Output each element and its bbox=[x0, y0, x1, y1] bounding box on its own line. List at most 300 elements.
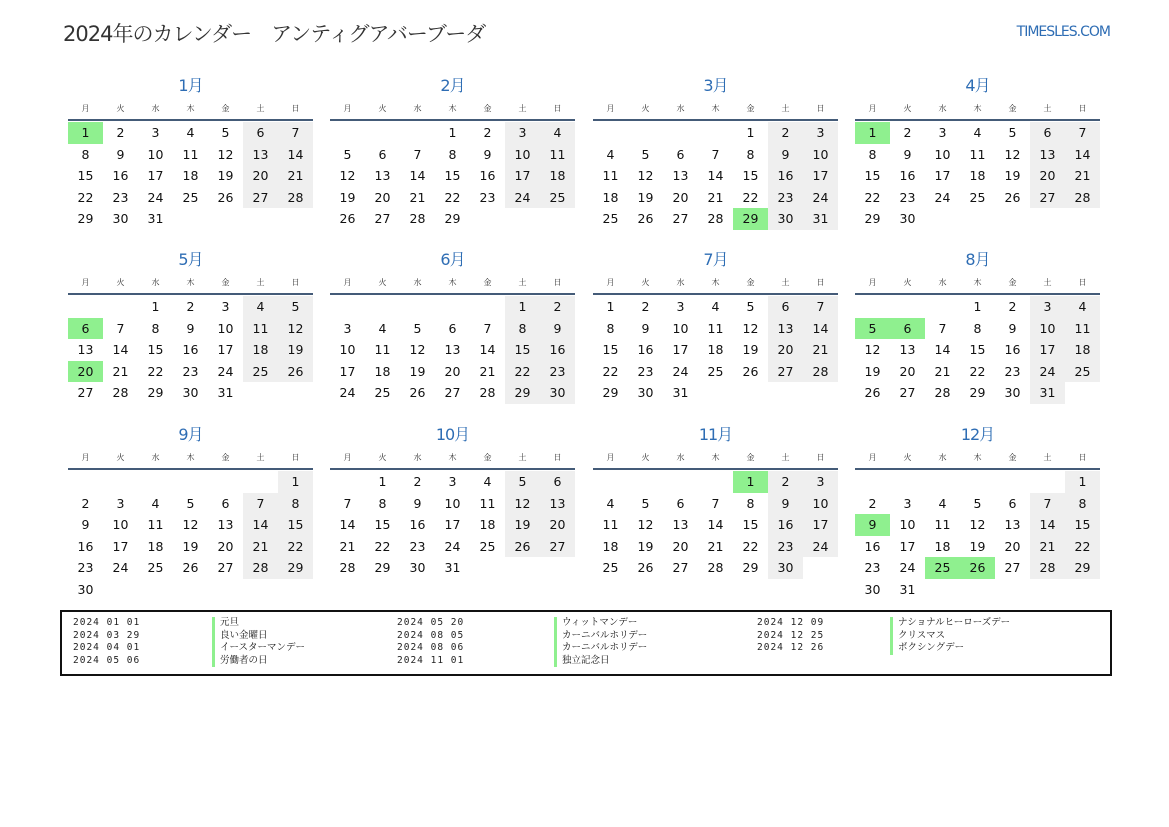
day-cell: 5 bbox=[343, 146, 352, 162]
weekday-label: 月 bbox=[343, 278, 352, 287]
weekday-label: 月 bbox=[606, 453, 615, 462]
day-cell: 9 bbox=[903, 146, 912, 162]
day-cell: 13 bbox=[768, 318, 803, 340]
day-cell: 28 bbox=[934, 385, 951, 401]
weekday-label: 金 bbox=[1008, 278, 1017, 287]
day-cell: 10 bbox=[899, 517, 916, 533]
day-cell: 13 bbox=[672, 168, 689, 184]
day-cell: 19 bbox=[505, 514, 540, 536]
day-cell: 6 bbox=[448, 320, 457, 336]
day-cell: 9 bbox=[186, 320, 195, 336]
empty-cell bbox=[890, 296, 925, 318]
month-calendar bbox=[330, 423, 575, 579]
holiday-list bbox=[60, 610, 1112, 676]
weekday-label: 水 bbox=[676, 278, 685, 287]
day-cell: 15 bbox=[1065, 514, 1100, 536]
day-cell: 7 bbox=[711, 495, 720, 511]
day-cell: 26 bbox=[409, 385, 426, 401]
holiday-day-cell: 1 bbox=[733, 471, 768, 493]
day-cell: 23 bbox=[112, 189, 129, 205]
weekday-label: 火 bbox=[903, 278, 912, 287]
day-cell: 2 bbox=[186, 299, 195, 314]
empty-cell bbox=[68, 296, 103, 318]
month-title: 7月 bbox=[703, 250, 728, 269]
day-cell: 2 bbox=[641, 299, 650, 314]
weekday-label: 日 bbox=[291, 453, 300, 462]
day-cell: 10 bbox=[339, 342, 356, 358]
weekday-label: 火 bbox=[641, 453, 650, 462]
day-cell: 22 bbox=[505, 361, 540, 383]
empty-cell bbox=[103, 296, 138, 318]
day-cell: 1 bbox=[746, 125, 755, 140]
weekday-label: 火 bbox=[903, 453, 912, 462]
day-cell: 14 bbox=[1065, 144, 1100, 166]
day-cell: 20 bbox=[1030, 165, 1065, 187]
empty-cell bbox=[103, 471, 138, 493]
day-cell: 16 bbox=[77, 538, 94, 554]
day-cell: 10 bbox=[112, 517, 129, 533]
weekday-header bbox=[593, 272, 838, 295]
day-cell: 3 bbox=[803, 471, 838, 493]
day-cell: 19 bbox=[864, 363, 881, 379]
day-cell: 23 bbox=[77, 560, 94, 576]
day-cell: 18 bbox=[602, 538, 619, 554]
weekday-label: 月 bbox=[868, 104, 877, 113]
holiday-name: ナショナルヒーローズデー bbox=[890, 617, 1010, 630]
day-cell: 29 bbox=[969, 385, 986, 401]
day-cell: 18 bbox=[147, 538, 164, 554]
day-cell: 18 bbox=[182, 168, 199, 184]
day-cell: 24 bbox=[803, 187, 838, 209]
day-cell: 15 bbox=[602, 342, 619, 358]
weekday-label: 金 bbox=[221, 278, 230, 287]
holiday-name: 元旦 bbox=[212, 617, 239, 630]
day-cell: 31 bbox=[1030, 382, 1065, 404]
day-cell: 27 bbox=[672, 560, 689, 576]
holiday-date: 2024 04 01 bbox=[73, 642, 141, 653]
day-cell: 13 bbox=[243, 144, 278, 166]
day-cell: 22 bbox=[602, 363, 619, 379]
day-cell: 24 bbox=[444, 538, 461, 554]
day-cell: 24 bbox=[934, 189, 951, 205]
day-cell: 22 bbox=[1065, 536, 1100, 558]
day-cell: 24 bbox=[112, 560, 129, 576]
day-cell: 13 bbox=[1030, 144, 1065, 166]
holiday-day-cell: 1 bbox=[68, 122, 103, 144]
weekday-label: 水 bbox=[413, 278, 422, 287]
weekday-label: 水 bbox=[938, 278, 947, 287]
day-cell: 19 bbox=[742, 342, 759, 358]
day-cell: 11 bbox=[147, 517, 164, 533]
day-cell: 30 bbox=[768, 208, 803, 230]
day-cell: 15 bbox=[147, 342, 164, 358]
day-cell: 27 bbox=[444, 385, 461, 401]
month-calendar bbox=[330, 74, 575, 230]
day-cell: 25 bbox=[602, 211, 619, 227]
day-cell: 26 bbox=[637, 211, 654, 227]
day-cell: 25 bbox=[602, 560, 619, 576]
day-cell: 1 bbox=[1065, 471, 1100, 493]
day-cell: 25 bbox=[182, 189, 199, 205]
day-cell: 23 bbox=[409, 538, 426, 554]
day-cell: 28 bbox=[112, 385, 129, 401]
day-cell: 14 bbox=[934, 342, 951, 358]
empty-cell bbox=[470, 296, 505, 318]
day-grid bbox=[593, 295, 838, 404]
day-cell: 28 bbox=[409, 211, 426, 227]
day-cell: 7 bbox=[278, 122, 313, 144]
day-cell: 5 bbox=[641, 495, 650, 511]
holiday-row bbox=[757, 630, 1010, 643]
day-cell: 11 bbox=[182, 146, 199, 162]
day-cell: 27 bbox=[1030, 187, 1065, 209]
weekday-label: 月 bbox=[81, 453, 90, 462]
day-cell: 19 bbox=[1004, 168, 1021, 184]
weekday-label: 金 bbox=[483, 104, 492, 113]
month-calendar bbox=[855, 248, 1100, 404]
day-cell: 25 bbox=[540, 187, 575, 209]
day-grid bbox=[330, 295, 575, 404]
day-cell: 3 bbox=[903, 495, 912, 511]
day-cell: 5 bbox=[278, 296, 313, 318]
day-cell: 11 bbox=[969, 146, 986, 162]
weekday-label: 火 bbox=[116, 278, 125, 287]
day-cell: 28 bbox=[1030, 557, 1065, 579]
day-cell: 6 bbox=[378, 146, 387, 162]
holiday-row bbox=[73, 630, 305, 643]
day-cell: 31 bbox=[899, 581, 916, 597]
empty-cell bbox=[593, 471, 628, 493]
day-cell: 29 bbox=[864, 211, 881, 227]
day-cell: 10 bbox=[505, 144, 540, 166]
holiday-name: イースターマンデー bbox=[212, 642, 305, 655]
holiday-name: 労働者の日 bbox=[212, 655, 268, 668]
day-cell: 10 bbox=[934, 146, 951, 162]
day-cell: 17 bbox=[803, 514, 838, 536]
weekday-label: 木 bbox=[186, 453, 195, 462]
day-cell: 27 bbox=[77, 385, 94, 401]
day-cell: 6 bbox=[221, 495, 230, 511]
day-cell: 12 bbox=[339, 168, 356, 184]
day-cell: 22 bbox=[742, 538, 759, 554]
day-cell: 8 bbox=[1065, 493, 1100, 515]
weekday-header bbox=[330, 98, 575, 121]
weekday-label: 水 bbox=[413, 453, 422, 462]
day-cell: 6 bbox=[1030, 122, 1065, 144]
day-cell: 15 bbox=[742, 517, 759, 533]
day-cell: 11 bbox=[602, 517, 619, 533]
day-grid bbox=[855, 121, 1100, 230]
empty-cell bbox=[435, 296, 470, 318]
weekday-label: 日 bbox=[1078, 453, 1087, 462]
day-cell: 17 bbox=[899, 538, 916, 554]
month-title: 12月 bbox=[960, 425, 995, 444]
day-cell: 17 bbox=[1030, 339, 1065, 361]
day-cell: 9 bbox=[483, 146, 492, 162]
day-cell: 10 bbox=[672, 320, 689, 336]
day-cell: 24 bbox=[147, 189, 164, 205]
day-cell: 21 bbox=[707, 538, 724, 554]
day-cell: 5 bbox=[641, 146, 650, 162]
day-cell: 18 bbox=[1065, 339, 1100, 361]
day-grid bbox=[68, 121, 313, 230]
month-title: 6月 bbox=[440, 250, 465, 269]
day-cell: 29 bbox=[374, 560, 391, 576]
day-cell: 20 bbox=[672, 538, 689, 554]
day-cell: 8 bbox=[868, 146, 877, 162]
weekday-label: 火 bbox=[378, 278, 387, 287]
weekday-label: 火 bbox=[378, 453, 387, 462]
day-cell: 20 bbox=[540, 514, 575, 536]
empty-cell bbox=[995, 471, 1030, 493]
weekday-label: 火 bbox=[641, 278, 650, 287]
day-cell: 22 bbox=[77, 189, 94, 205]
weekday-label: 金 bbox=[1008, 104, 1017, 113]
day-cell: 17 bbox=[217, 342, 234, 358]
holiday-name: 良い金曜日 bbox=[212, 630, 268, 643]
day-cell: 22 bbox=[969, 363, 986, 379]
empty-cell bbox=[698, 122, 733, 144]
day-cell: 11 bbox=[707, 320, 724, 336]
day-cell: 6 bbox=[768, 296, 803, 318]
day-cell: 17 bbox=[672, 342, 689, 358]
weekday-label: 土 bbox=[781, 278, 790, 287]
day-cell: 28 bbox=[803, 361, 838, 383]
month-calendar bbox=[68, 423, 313, 601]
day-cell: 23 bbox=[1004, 363, 1021, 379]
weekday-label: 土 bbox=[518, 104, 527, 113]
weekday-label: 土 bbox=[256, 453, 265, 462]
day-cell: 20 bbox=[374, 189, 391, 205]
day-cell: 16 bbox=[112, 168, 129, 184]
day-cell: 17 bbox=[112, 538, 129, 554]
weekday-header bbox=[855, 98, 1100, 121]
weekday-label: 日 bbox=[1078, 104, 1087, 113]
day-cell: 18 bbox=[540, 165, 575, 187]
weekday-label: 月 bbox=[343, 453, 352, 462]
day-cell: 31 bbox=[217, 385, 234, 401]
weekday-header bbox=[855, 447, 1100, 470]
holiday-name: ウィットマンデー bbox=[554, 617, 637, 630]
day-cell: 30 bbox=[409, 560, 426, 576]
holiday-row bbox=[73, 642, 305, 655]
day-cell: 28 bbox=[707, 560, 724, 576]
weekday-label: 土 bbox=[518, 453, 527, 462]
day-cell: 8 bbox=[448, 146, 457, 162]
day-cell: 16 bbox=[409, 517, 426, 533]
holiday-day-cell: 1 bbox=[855, 122, 890, 144]
month-title: 2月 bbox=[440, 76, 465, 95]
day-cell: 23 bbox=[864, 560, 881, 576]
day-cell: 2 bbox=[868, 495, 877, 511]
weekday-label: 火 bbox=[378, 104, 387, 113]
day-cell: 25 bbox=[969, 189, 986, 205]
page-title: 2024年のカレンダー アンティグアバーブーダ bbox=[63, 22, 486, 46]
day-cell: 19 bbox=[637, 538, 654, 554]
weekday-label: 火 bbox=[116, 453, 125, 462]
day-cell: 16 bbox=[1004, 342, 1021, 358]
day-cell: 2 bbox=[483, 125, 492, 140]
day-cell: 29 bbox=[147, 385, 164, 401]
day-cell: 6 bbox=[243, 122, 278, 144]
day-cell: 9 bbox=[768, 144, 803, 166]
month-calendar bbox=[593, 248, 838, 404]
day-cell: 13 bbox=[540, 493, 575, 515]
day-cell: 12 bbox=[278, 318, 313, 340]
day-cell: 17 bbox=[147, 168, 164, 184]
day-cell: 14 bbox=[1030, 514, 1065, 536]
month-calendar bbox=[855, 74, 1100, 230]
empty-cell bbox=[173, 471, 208, 493]
day-cell: 13 bbox=[77, 342, 94, 358]
empty-cell bbox=[330, 296, 365, 318]
day-cell: 7 bbox=[116, 320, 125, 336]
empty-cell bbox=[330, 122, 365, 144]
weekday-label: 金 bbox=[746, 104, 755, 113]
day-cell: 23 bbox=[637, 363, 654, 379]
day-cell: 3 bbox=[676, 299, 685, 314]
weekday-label: 日 bbox=[816, 453, 825, 462]
weekday-label: 木 bbox=[711, 278, 720, 287]
day-cell: 4 bbox=[540, 122, 575, 144]
day-cell: 21 bbox=[243, 536, 278, 558]
holiday-row bbox=[73, 617, 305, 630]
day-cell: 26 bbox=[339, 211, 356, 227]
weekday-label: 月 bbox=[81, 104, 90, 113]
day-cell: 26 bbox=[637, 560, 654, 576]
day-cell: 26 bbox=[217, 189, 234, 205]
day-cell: 5 bbox=[973, 495, 982, 511]
weekday-label: 金 bbox=[221, 453, 230, 462]
weekday-header bbox=[68, 272, 313, 295]
day-cell: 7 bbox=[803, 296, 838, 318]
weekday-label: 水 bbox=[151, 453, 160, 462]
weekday-label: 土 bbox=[781, 453, 790, 462]
day-cell: 2 bbox=[768, 122, 803, 144]
day-cell: 4 bbox=[711, 299, 720, 314]
weekday-label: 金 bbox=[746, 278, 755, 287]
day-cell: 23 bbox=[768, 536, 803, 558]
site-logo[interactable]: TIMESLES.COM bbox=[1016, 24, 1110, 40]
day-cell: 8 bbox=[746, 495, 755, 511]
weekday-label: 水 bbox=[938, 104, 947, 113]
empty-cell bbox=[855, 471, 890, 493]
day-cell: 29 bbox=[602, 385, 619, 401]
day-cell: 20 bbox=[444, 363, 461, 379]
day-cell: 28 bbox=[479, 385, 496, 401]
day-cell: 27 bbox=[899, 385, 916, 401]
day-cell: 6 bbox=[540, 471, 575, 493]
empty-cell bbox=[628, 122, 663, 144]
day-cell: 20 bbox=[768, 339, 803, 361]
weekday-label: 金 bbox=[1008, 453, 1017, 462]
day-cell: 29 bbox=[444, 211, 461, 227]
day-cell: 27 bbox=[243, 187, 278, 209]
day-cell: 30 bbox=[864, 581, 881, 597]
day-cell: 12 bbox=[969, 517, 986, 533]
day-cell: 16 bbox=[899, 168, 916, 184]
day-cell: 10 bbox=[444, 495, 461, 511]
empty-cell bbox=[663, 471, 698, 493]
holiday-date: 2024 12 25 bbox=[757, 629, 825, 641]
day-cell: 22 bbox=[278, 536, 313, 558]
day-cell: 1 bbox=[606, 299, 615, 314]
day-cell: 8 bbox=[505, 318, 540, 340]
day-cell: 19 bbox=[217, 168, 234, 184]
holiday-row bbox=[73, 655, 305, 668]
weekday-label: 土 bbox=[518, 278, 527, 287]
weekday-header bbox=[330, 272, 575, 295]
day-cell: 17 bbox=[803, 165, 838, 187]
day-cell: 12 bbox=[505, 493, 540, 515]
day-cell: 15 bbox=[444, 168, 461, 184]
month-title: 10月 bbox=[435, 425, 470, 444]
day-cell: 23 bbox=[540, 361, 575, 383]
day-cell: 1 bbox=[505, 296, 540, 318]
day-cell: 21 bbox=[409, 189, 426, 205]
day-cell: 22 bbox=[742, 189, 759, 205]
weekday-label: 水 bbox=[938, 453, 947, 462]
day-cell: 5 bbox=[1008, 125, 1017, 140]
empty-cell bbox=[400, 296, 435, 318]
day-cell: 11 bbox=[374, 342, 391, 358]
day-cell: 19 bbox=[182, 538, 199, 554]
day-cell: 7 bbox=[938, 320, 947, 336]
day-cell: 12 bbox=[182, 517, 199, 533]
holiday-row bbox=[757, 642, 1010, 655]
weekday-label: 水 bbox=[676, 453, 685, 462]
day-cell: 19 bbox=[637, 189, 654, 205]
day-cell: 22 bbox=[444, 189, 461, 205]
weekday-label: 日 bbox=[553, 453, 562, 462]
day-cell: 27 bbox=[1004, 560, 1021, 576]
day-cell: 14 bbox=[339, 517, 356, 533]
day-cell: 7 bbox=[1030, 493, 1065, 515]
weekday-label: 日 bbox=[553, 278, 562, 287]
day-cell: 18 bbox=[243, 339, 278, 361]
empty-cell bbox=[365, 122, 400, 144]
day-cell: 14 bbox=[707, 517, 724, 533]
day-cell: 17 bbox=[339, 363, 356, 379]
day-cell: 30 bbox=[182, 385, 199, 401]
month-title: 3月 bbox=[703, 76, 728, 95]
holiday-date: 2024 12 09 bbox=[757, 617, 825, 628]
day-cell: 21 bbox=[934, 363, 951, 379]
day-cell: 12 bbox=[637, 517, 654, 533]
weekday-label: 日 bbox=[1078, 278, 1087, 287]
day-cell: 3 bbox=[938, 125, 947, 140]
day-cell: 13 bbox=[444, 342, 461, 358]
holiday-row bbox=[397, 642, 647, 655]
day-cell: 4 bbox=[973, 125, 982, 140]
weekday-label: 土 bbox=[256, 278, 265, 287]
day-cell: 12 bbox=[1004, 146, 1021, 162]
day-cell: 19 bbox=[339, 189, 356, 205]
day-cell: 15 bbox=[505, 339, 540, 361]
day-cell: 15 bbox=[374, 517, 391, 533]
day-cell: 24 bbox=[672, 363, 689, 379]
day-cell: 25 bbox=[707, 363, 724, 379]
day-cell: 21 bbox=[112, 363, 129, 379]
empty-cell bbox=[1030, 471, 1065, 493]
day-cell: 13 bbox=[672, 517, 689, 533]
empty-cell bbox=[330, 471, 365, 493]
day-cell: 29 bbox=[278, 557, 313, 579]
day-cell: 7 bbox=[343, 495, 352, 511]
day-cell: 3 bbox=[116, 495, 125, 511]
weekday-header bbox=[330, 447, 575, 470]
day-cell: 29 bbox=[77, 211, 94, 227]
